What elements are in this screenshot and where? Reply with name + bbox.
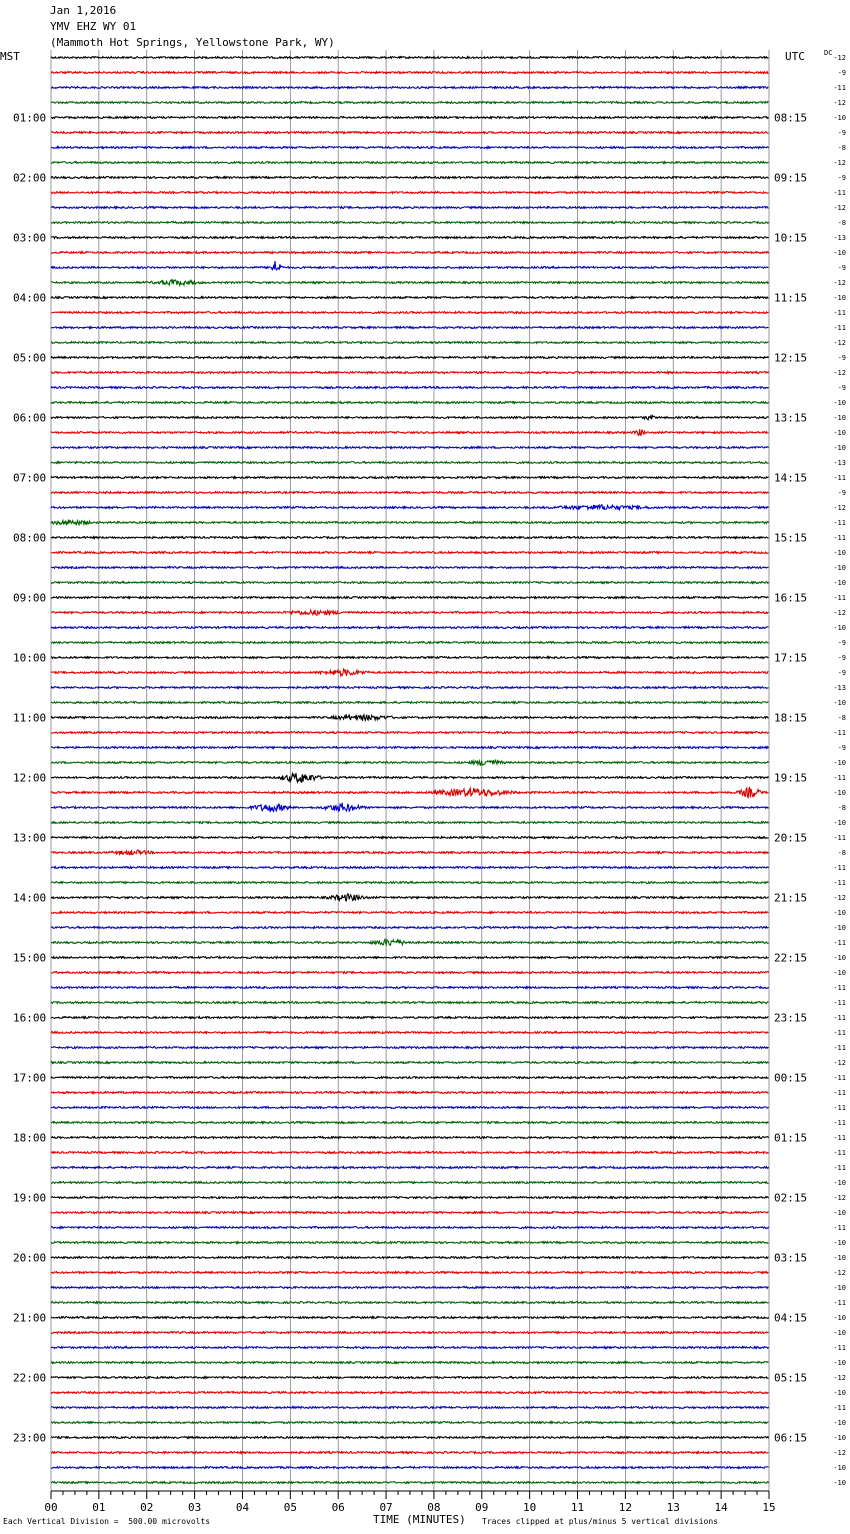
trace-row bbox=[51, 1092, 769, 1094]
dc-offset-label: -10 bbox=[833, 789, 846, 797]
right-time-label: 16:15 bbox=[774, 591, 808, 605]
left-time-label: 02:00 bbox=[13, 171, 47, 185]
dc-offset-label: -9 bbox=[837, 384, 846, 392]
trace-row bbox=[51, 1197, 769, 1199]
dc-offset-label: -11 bbox=[833, 1224, 846, 1232]
x-tick-label: 10 bbox=[523, 1501, 537, 1514]
trace-row bbox=[51, 387, 769, 389]
x-tick-label: 13 bbox=[666, 1501, 680, 1514]
dc-offset-label: -12 bbox=[833, 609, 846, 617]
x-tick-label: 00 bbox=[44, 1501, 58, 1514]
dc-offset-label: -10 bbox=[833, 444, 846, 452]
left-time-label: 01:00 bbox=[13, 111, 47, 125]
trace-row bbox=[51, 1392, 769, 1394]
trace-row bbox=[51, 1182, 769, 1184]
trace-row bbox=[51, 627, 769, 629]
right-time-label: 08:15 bbox=[774, 111, 808, 125]
trace-row bbox=[51, 252, 769, 254]
trace-row bbox=[51, 1032, 769, 1034]
trace-row bbox=[51, 117, 769, 119]
trace-row bbox=[51, 312, 769, 314]
dc-offset-label: -8 bbox=[837, 714, 846, 722]
right-time-label: 18:15 bbox=[774, 711, 808, 725]
trace-row bbox=[51, 927, 769, 929]
trace-row bbox=[51, 1167, 769, 1169]
dc-offset-label: -11 bbox=[833, 189, 846, 197]
trace-row bbox=[51, 72, 769, 74]
x-tick-label: 02 bbox=[140, 1501, 154, 1514]
dc-offset-label: -11 bbox=[833, 1029, 846, 1037]
trace-row bbox=[51, 760, 769, 765]
trace-row bbox=[51, 1467, 769, 1469]
right-time-label: 15:15 bbox=[774, 531, 808, 545]
dc-offset-label: -11 bbox=[833, 729, 846, 737]
right-time-label: 19:15 bbox=[774, 771, 808, 785]
trace-row bbox=[51, 972, 769, 974]
left-timezone-label: MST bbox=[0, 50, 20, 63]
dc-offset-label: -11 bbox=[833, 324, 846, 332]
dc-offset-label: -11 bbox=[833, 1134, 846, 1142]
trace-row bbox=[51, 552, 769, 554]
trace-row bbox=[51, 132, 769, 134]
right-time-label: 01:15 bbox=[774, 1131, 808, 1145]
dc-offset-label: -11 bbox=[833, 309, 846, 317]
dc-offset-label: -11 bbox=[833, 1089, 846, 1097]
x-tick-label: 11 bbox=[570, 1501, 585, 1514]
trace-row bbox=[51, 1062, 769, 1064]
trace-row bbox=[51, 520, 769, 526]
dc-offset-label: -10 bbox=[833, 1209, 846, 1217]
dc-offset-label: -10 bbox=[833, 1359, 846, 1367]
dc-offset-label: -10 bbox=[833, 414, 846, 422]
dc-offset-label: -11 bbox=[833, 834, 846, 842]
dc-offset-label: -12 bbox=[833, 279, 846, 287]
dc-offset-label: -13 bbox=[833, 684, 846, 692]
clip-note: Traces clipped at plus/minus 5 vertical divisions bbox=[482, 1517, 719, 1526]
dc-offset-label: -12 bbox=[833, 54, 846, 62]
dc-offset-label: -10 bbox=[833, 1284, 846, 1292]
dc-offset-label: -11 bbox=[833, 1044, 846, 1052]
x-axis bbox=[44, 1491, 775, 1514]
trace-row bbox=[51, 192, 769, 194]
header-date: Jan 1,2016 bbox=[50, 4, 117, 17]
trace-row bbox=[51, 1212, 769, 1214]
right-time-label: 00:15 bbox=[774, 1071, 808, 1085]
dc-offset-label: -13 bbox=[833, 234, 846, 242]
trace-row bbox=[51, 702, 769, 704]
trace-row bbox=[51, 1347, 769, 1349]
left-time-label: 04:00 bbox=[13, 291, 47, 305]
dc-offset-label: -8 bbox=[837, 804, 846, 812]
trace-row bbox=[51, 642, 769, 644]
trace-row bbox=[51, 342, 769, 344]
dc-offset-label: -11 bbox=[833, 1164, 846, 1172]
header-location: (Mammoth Hot Springs, Yellowstone Park, WY) bbox=[50, 36, 335, 49]
trace-row bbox=[51, 1422, 769, 1424]
x-axis-title: TIME (MINUTES) bbox=[373, 1513, 466, 1526]
scale-note: Each Vertical Division = 500.00 microvolts bbox=[3, 1517, 211, 1526]
trace-row bbox=[51, 732, 769, 734]
left-time-label: 06:00 bbox=[13, 411, 47, 425]
dc-offset-label: -11 bbox=[833, 1014, 846, 1022]
trace-row bbox=[51, 1377, 769, 1379]
trace-row bbox=[51, 1407, 769, 1409]
dc-offset-label: -12 bbox=[833, 339, 846, 347]
dc-offset-label: -11 bbox=[833, 519, 846, 527]
trace-row bbox=[51, 327, 769, 329]
dc-offset-label: -11 bbox=[833, 594, 846, 602]
dc-offset-label: -9 bbox=[837, 669, 846, 677]
dc-offset-label: -12 bbox=[833, 504, 846, 512]
right-time-label: 22:15 bbox=[774, 951, 808, 965]
trace-row bbox=[51, 687, 769, 689]
trace-row bbox=[51, 87, 769, 89]
trace-row bbox=[51, 1317, 769, 1319]
trace-row bbox=[51, 1137, 769, 1139]
trace-row bbox=[51, 429, 769, 435]
trace-row bbox=[51, 372, 769, 374]
dc-offset-label: -10 bbox=[833, 249, 846, 257]
trace-row bbox=[51, 102, 769, 104]
right-time-label: 04:15 bbox=[774, 1311, 808, 1325]
trace-row bbox=[51, 261, 769, 270]
right-timezone-label: UTC bbox=[785, 50, 805, 63]
dc-offset-label: -10 bbox=[833, 624, 846, 632]
dc-offset-label: -11 bbox=[833, 1104, 846, 1112]
left-time-label: 03:00 bbox=[13, 231, 47, 245]
dc-offset-label: -12 bbox=[833, 159, 846, 167]
trace-row bbox=[51, 939, 769, 945]
x-tick-label: 07 bbox=[379, 1501, 393, 1514]
x-tick-label: 14 bbox=[714, 1501, 728, 1514]
dc-offset-label: -12 bbox=[833, 1269, 846, 1277]
dc-offset-label: -10 bbox=[833, 819, 846, 827]
trace-row bbox=[51, 162, 769, 164]
dc-offset-label: -10 bbox=[833, 114, 846, 122]
x-tick-label: 08 bbox=[427, 1501, 441, 1514]
dc-offset-label: -11 bbox=[833, 534, 846, 542]
trace-row bbox=[51, 715, 769, 721]
right-time-label: 14:15 bbox=[774, 471, 808, 485]
left-time-label: 10:00 bbox=[13, 651, 47, 665]
dc-offset-label: -10 bbox=[833, 924, 846, 932]
trace-row bbox=[51, 207, 769, 209]
trace-row bbox=[51, 402, 769, 404]
dc-offset-label: -11 bbox=[833, 1299, 846, 1307]
right-time-label: 02:15 bbox=[774, 1191, 808, 1205]
dc-offset-label: -11 bbox=[833, 999, 846, 1007]
dc-offset-label: -9 bbox=[837, 69, 846, 77]
trace-row bbox=[51, 1257, 769, 1259]
right-time-label: 06:15 bbox=[774, 1431, 808, 1445]
dc-offset-label: -12 bbox=[833, 204, 846, 212]
trace-row bbox=[51, 773, 769, 782]
left-time-label: 12:00 bbox=[13, 771, 47, 785]
dc-offset-label: -10 bbox=[833, 1254, 846, 1262]
trace-row bbox=[51, 57, 769, 59]
dc-offset-label: -11 bbox=[833, 1404, 846, 1412]
dc-label: DC bbox=[824, 49, 833, 57]
dc-offset-label: -10 bbox=[833, 1479, 846, 1487]
dc-offset-label: -9 bbox=[837, 744, 846, 752]
trace-row bbox=[51, 297, 769, 299]
dc-offset-label: -11 bbox=[833, 84, 846, 92]
dc-offset-label: -11 bbox=[833, 1149, 846, 1157]
left-time-label: 14:00 bbox=[13, 891, 47, 905]
dc-offset-label: -10 bbox=[833, 1389, 846, 1397]
trace-row bbox=[51, 567, 769, 569]
dc-offset-label: -11 bbox=[833, 879, 846, 887]
dc-offset-label: -11 bbox=[833, 1074, 846, 1082]
dc-offset-label: -11 bbox=[833, 984, 846, 992]
dc-offset-label: -11 bbox=[833, 864, 846, 872]
trace-row bbox=[51, 747, 769, 749]
dc-offset-label: -11 bbox=[833, 1344, 846, 1352]
right-time-label: 11:15 bbox=[774, 291, 808, 305]
trace-row bbox=[51, 1077, 769, 1079]
trace-row bbox=[51, 237, 769, 239]
dc-offset-label: -10 bbox=[833, 399, 846, 407]
dc-offset-label: -10 bbox=[833, 759, 846, 767]
dc-offset-label: -10 bbox=[833, 429, 846, 437]
left-time-label: 21:00 bbox=[13, 1311, 47, 1325]
trace-row bbox=[51, 1272, 769, 1274]
trace-row bbox=[51, 867, 769, 869]
dc-offset-label: -11 bbox=[833, 474, 846, 482]
dc-offset-label: -12 bbox=[833, 1059, 846, 1067]
trace-row bbox=[51, 787, 769, 798]
dc-offset-label: -9 bbox=[837, 654, 846, 662]
trace-row bbox=[51, 822, 769, 824]
left-time-label: 22:00 bbox=[13, 1371, 47, 1385]
trace-row bbox=[51, 177, 769, 179]
dc-offset-label: -12 bbox=[833, 894, 846, 902]
trace-row bbox=[51, 147, 769, 149]
left-time-label: 11:00 bbox=[13, 711, 47, 725]
dc-offset-label: -10 bbox=[833, 969, 846, 977]
right-time-label: 23:15 bbox=[774, 1011, 808, 1025]
dc-offset-label: -11 bbox=[833, 939, 846, 947]
dc-offset-label: -9 bbox=[837, 354, 846, 362]
trace-row bbox=[51, 803, 769, 812]
trace-row bbox=[51, 850, 769, 855]
dc-offset-label: -12 bbox=[833, 1374, 846, 1382]
dc-offset-label: -8 bbox=[837, 219, 846, 227]
left-time-label: 19:00 bbox=[13, 1191, 47, 1205]
left-time-label: 08:00 bbox=[13, 531, 47, 545]
dc-offset-label: -10 bbox=[833, 699, 846, 707]
trace-row bbox=[51, 357, 769, 359]
right-time-label: 05:15 bbox=[774, 1371, 808, 1385]
right-time-label: 10:15 bbox=[774, 231, 808, 245]
trace-row bbox=[51, 1002, 769, 1004]
dc-offset-label: -10 bbox=[833, 1314, 846, 1322]
x-tick-label: 01 bbox=[92, 1501, 106, 1514]
dc-offset-label: -11 bbox=[833, 774, 846, 782]
trace-row bbox=[51, 669, 769, 676]
trace-row bbox=[51, 837, 769, 839]
right-time-label: 13:15 bbox=[774, 411, 808, 425]
left-time-label: 07:00 bbox=[13, 471, 47, 485]
trace-row bbox=[51, 280, 769, 286]
dc-offset-label: -11 bbox=[833, 1119, 846, 1127]
dc-offset-label: -10 bbox=[833, 1419, 846, 1427]
trace-row bbox=[51, 222, 769, 224]
trace-row bbox=[51, 957, 769, 959]
trace-row bbox=[51, 462, 769, 464]
left-time-label: 13:00 bbox=[13, 831, 47, 845]
trace-row bbox=[51, 1242, 769, 1244]
dc-offset-label: -10 bbox=[833, 294, 846, 302]
trace-row bbox=[51, 416, 769, 420]
left-time-label: 20:00 bbox=[13, 1251, 47, 1265]
trace-row bbox=[51, 912, 769, 914]
dc-offset-label: -9 bbox=[837, 264, 846, 272]
trace-row bbox=[51, 537, 769, 539]
left-time-label: 17:00 bbox=[13, 1071, 47, 1085]
trace-row bbox=[51, 1287, 769, 1289]
trace-row bbox=[51, 1452, 769, 1454]
dc-offset-label: -12 bbox=[833, 1449, 846, 1457]
trace-row bbox=[51, 1152, 769, 1154]
right-time-label: 21:15 bbox=[774, 891, 808, 905]
trace-row bbox=[51, 1047, 769, 1049]
trace-row bbox=[51, 1122, 769, 1124]
right-time-label: 20:15 bbox=[774, 831, 808, 845]
x-tick-label: 15 bbox=[762, 1501, 776, 1514]
left-time-label: 23:00 bbox=[13, 1431, 47, 1445]
trace-row bbox=[51, 894, 769, 901]
trace-row bbox=[51, 582, 769, 584]
x-tick-label: 05 bbox=[283, 1501, 297, 1514]
right-time-label: 03:15 bbox=[774, 1251, 808, 1265]
trace-row bbox=[51, 1332, 769, 1334]
dc-offset-label: -10 bbox=[833, 1434, 846, 1442]
x-tick-label: 04 bbox=[235, 1501, 250, 1514]
dc-offset-label: -10 bbox=[833, 909, 846, 917]
dc-offset-label: -9 bbox=[837, 639, 846, 647]
trace-row bbox=[51, 1437, 769, 1439]
dc-offset-label: -9 bbox=[837, 489, 846, 497]
dc-offset-label: -9 bbox=[837, 174, 846, 182]
trace-row bbox=[51, 597, 769, 599]
trace-row bbox=[51, 1302, 769, 1304]
trace-row bbox=[51, 610, 769, 615]
trace-row bbox=[51, 987, 769, 989]
x-tick-label: 06 bbox=[331, 1501, 345, 1514]
header-station: YMV EHZ WY 01 bbox=[50, 20, 137, 33]
dc-offset-label: -8 bbox=[837, 144, 846, 152]
trace-row bbox=[51, 492, 769, 494]
x-tick-label: 09 bbox=[475, 1501, 489, 1514]
left-time-label: 05:00 bbox=[13, 351, 47, 365]
trace-row bbox=[51, 1227, 769, 1229]
x-tick-label: 12 bbox=[618, 1501, 633, 1514]
dc-offset-label: -8 bbox=[837, 849, 846, 857]
trace-row bbox=[51, 505, 769, 510]
right-time-label: 09:15 bbox=[774, 171, 808, 185]
traces bbox=[51, 57, 769, 1484]
trace-row bbox=[51, 1107, 769, 1109]
dc-offset-label: -10 bbox=[833, 1329, 846, 1337]
dc-offset-label: -12 bbox=[833, 1194, 846, 1202]
left-time-label: 16:00 bbox=[13, 1011, 47, 1025]
left-time-label: 09:00 bbox=[13, 591, 47, 605]
right-time-label: 12:15 bbox=[774, 351, 808, 365]
trace-row bbox=[51, 657, 769, 659]
dc-offset-label: -10 bbox=[833, 564, 846, 572]
trace-row bbox=[51, 477, 769, 479]
right-time-label: 17:15 bbox=[774, 651, 808, 665]
dc-offset-label: -10 bbox=[833, 549, 846, 557]
dc-offset-label: -12 bbox=[833, 99, 846, 107]
dc-offset-label: -10 bbox=[833, 579, 846, 587]
dc-offset-label: -10 bbox=[833, 1464, 846, 1472]
left-time-label: 15:00 bbox=[13, 951, 47, 965]
trace-row bbox=[51, 1362, 769, 1364]
dc-offset-label: -10 bbox=[833, 1239, 846, 1247]
x-tick-label: 03 bbox=[187, 1501, 202, 1514]
dc-offset-label: -10 bbox=[833, 954, 846, 962]
trace-row bbox=[51, 1017, 769, 1019]
trace-row bbox=[51, 882, 769, 884]
left-time-label: 18:00 bbox=[13, 1131, 47, 1145]
dc-offset-label: -9 bbox=[837, 129, 846, 137]
trace-row bbox=[51, 447, 769, 449]
trace-row bbox=[51, 1482, 769, 1484]
dc-offset-label: -13 bbox=[833, 459, 846, 467]
dc-offset-label: -10 bbox=[833, 1179, 846, 1187]
dc-offset-label: -12 bbox=[833, 369, 846, 377]
